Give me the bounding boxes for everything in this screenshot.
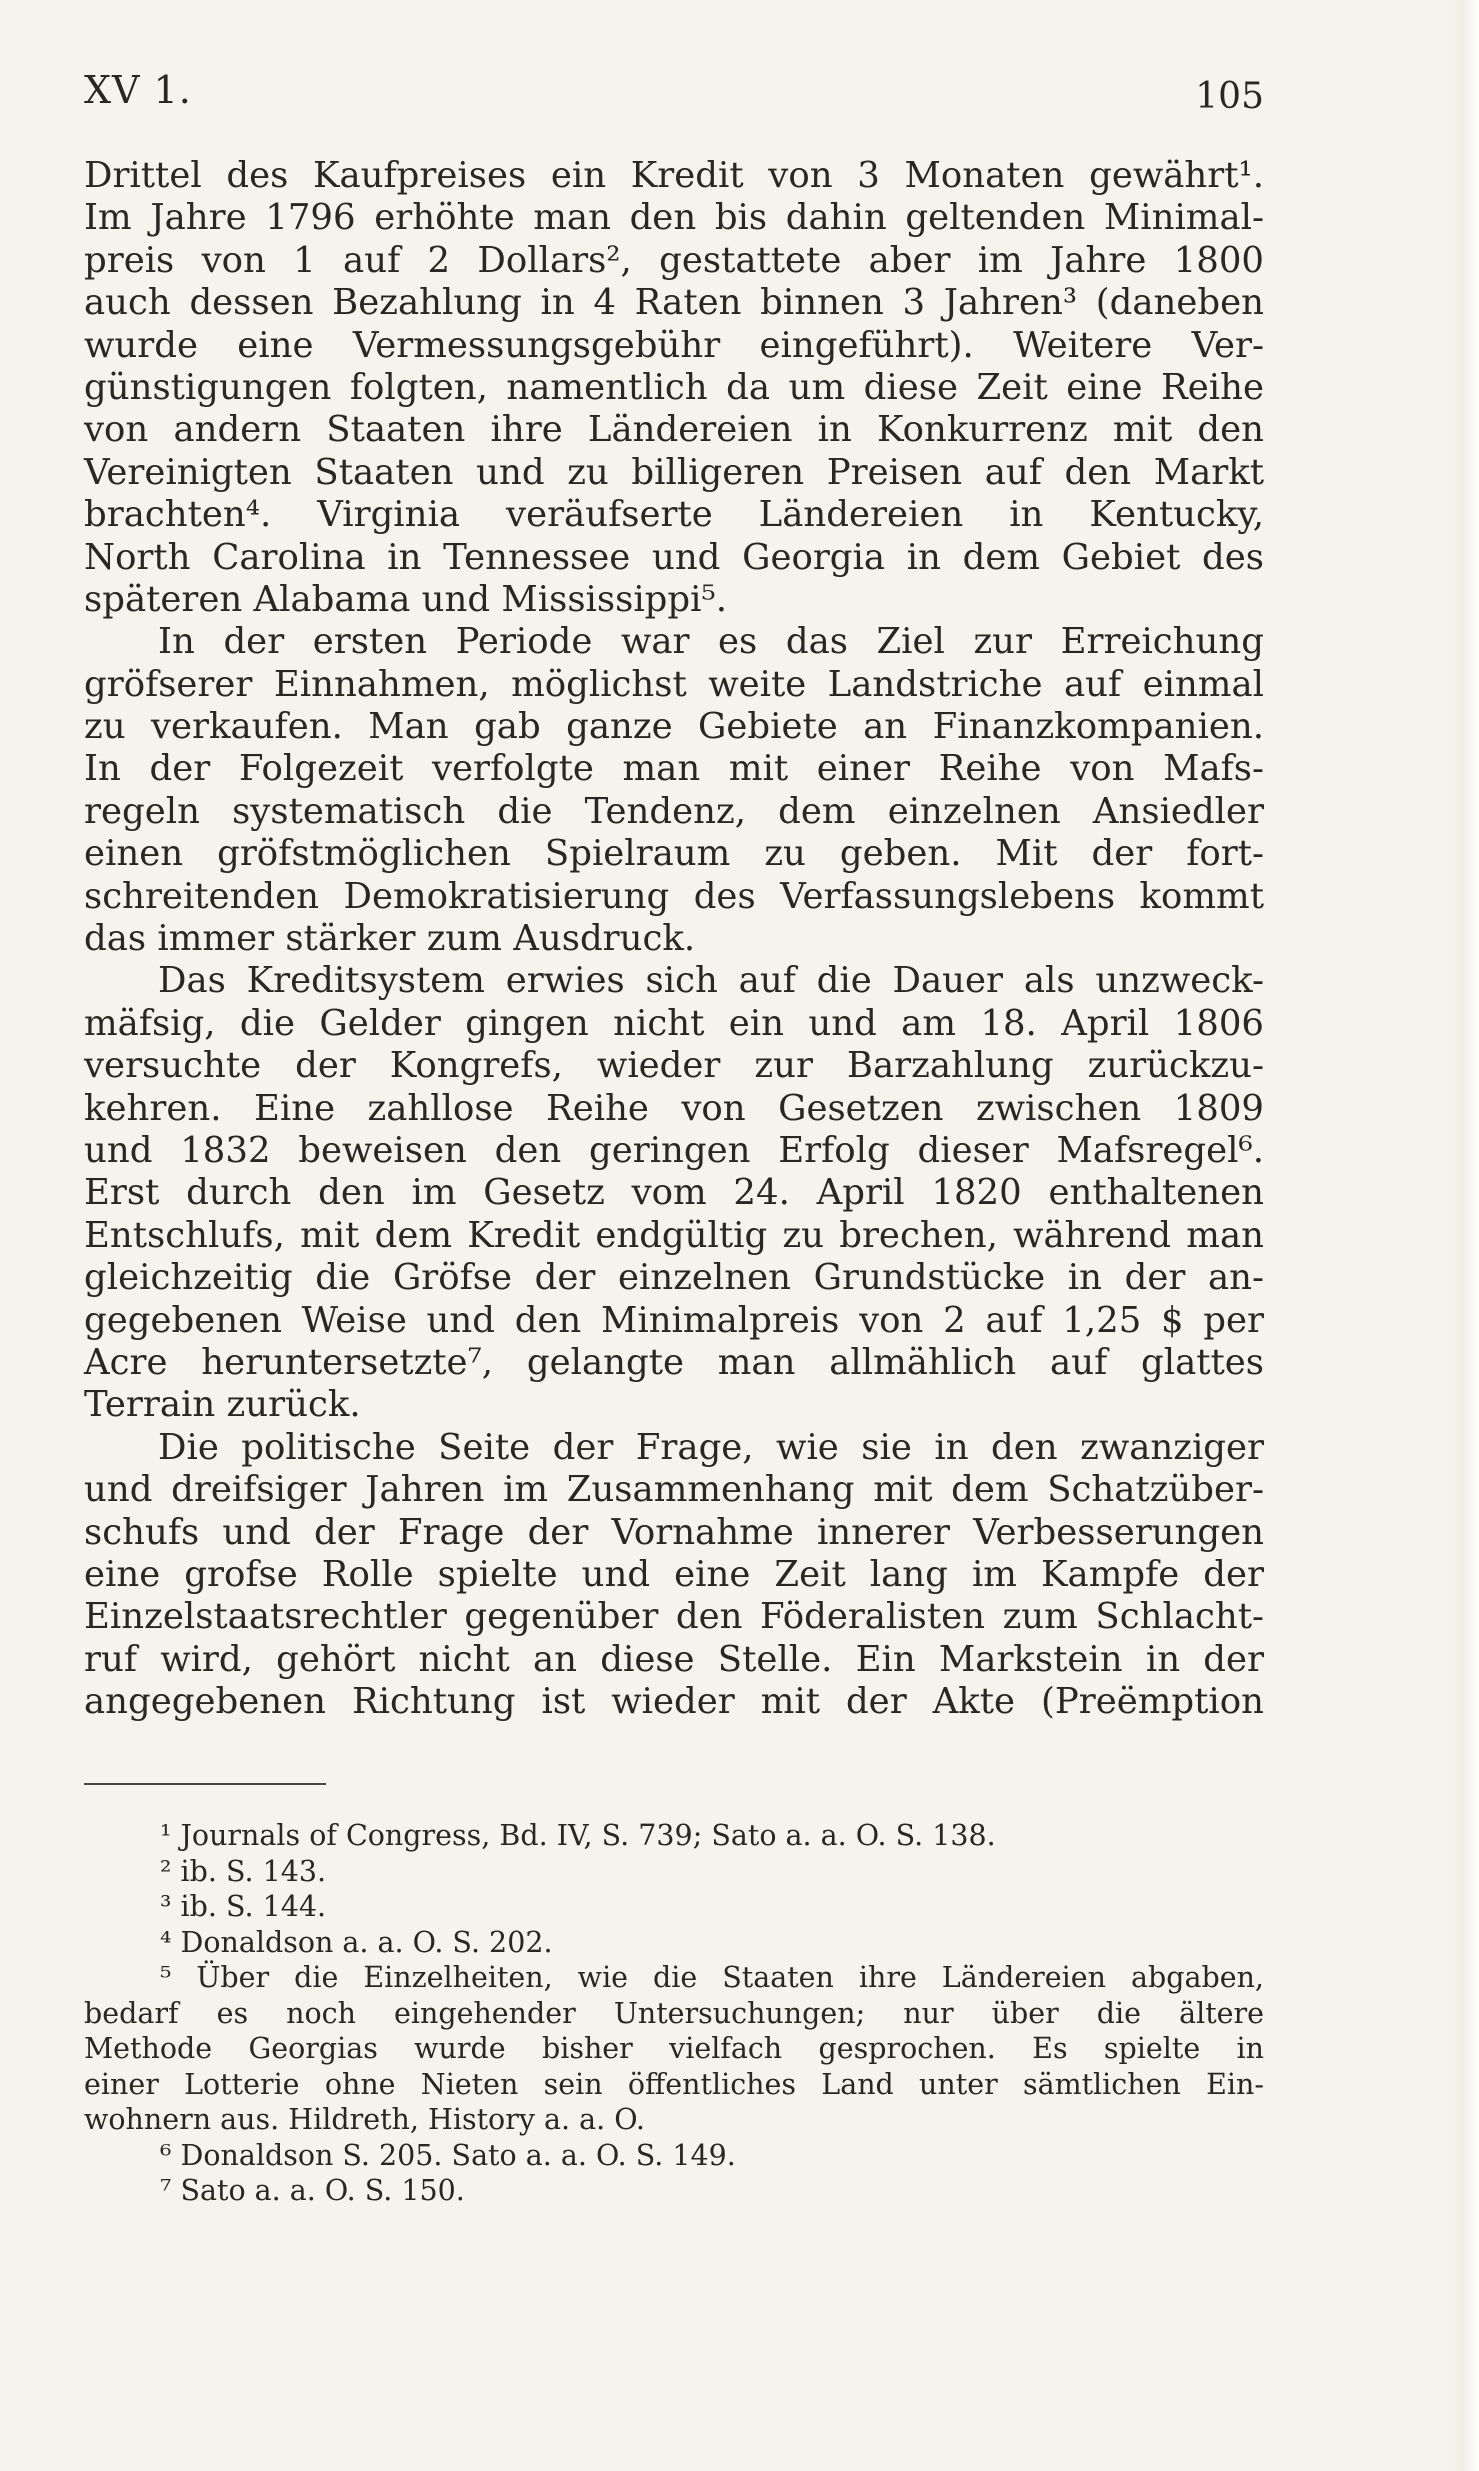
text-line: Acre heruntersetzte⁷, gelangte man allmählich auf glattes: [84, 1341, 1264, 1383]
page-header: [84, 68, 1264, 128]
text-line: angegebenen Richtung ist wieder mit der Akte (Preëmption: [84, 1681, 1264, 1723]
text-line: zu verkaufen. Man gab ganze Gebiete an Finanzkompanien.: [84, 706, 1264, 748]
text-line: versuchte der Kongrefs, wieder zur Barzahlung zurückzu-: [84, 1045, 1264, 1087]
text-line: einen gröfstmöglichen Spielraum zu geben. Mit der fort-: [84, 833, 1264, 875]
text-line: ruf wird, gehört nicht an diese Stelle. Ein Markstein in der: [84, 1638, 1264, 1680]
text-line: das immer stärker zum Ausdruck.: [84, 918, 696, 960]
text-line: brachten⁴. Virginia veräufserte Ländereien in Kentucky,: [84, 494, 1264, 536]
text-line: kehren. Eine zahllose Reihe von Gesetzen zwischen 1809: [84, 1087, 1264, 1129]
text-line: In der Folgezeit verfolgte man mit einer Reihe von Mafs-: [84, 748, 1264, 790]
page-number: 105: [1195, 76, 1264, 117]
text-line: mäfsig, die Gelder gingen nicht ein und am 18. April 1806: [84, 1002, 1264, 1044]
footnote-line: ² ib. S. 143.: [160, 1854, 327, 1888]
text-line: In der ersten Periode war es das Ziel zur Erreichung: [158, 621, 1264, 663]
footnote-line: ⁶ Donaldson S. 205. Sato a. a. O. S. 149.: [160, 2138, 736, 2172]
footnote-line: wohnern aus. Hildreth, History a. a. O.: [84, 2103, 645, 2136]
footnote-line: Methode Georgias wurde bisher vielfach gesprochen. Es spielte in: [84, 2032, 1264, 2065]
text-line: preis von 1 auf 2 Dollars², gestattete aber im Jahre 1800: [84, 239, 1264, 281]
footnote-divider: [84, 1783, 326, 1785]
text-line: Drittel des Kaufpreises ein Kredit von 3 Monaten gewährt¹.: [84, 155, 1264, 196]
text-line: Entschlufs, mit dem Kredit endgültig zu brechen, während man: [84, 1214, 1264, 1256]
text-line: und dreifsiger Jahren im Zusammenhang mit dem Schatzüber-: [84, 1469, 1264, 1511]
text-line: gröfserer Einnahmen, möglichst weite Landstriche auf einmal: [84, 663, 1264, 705]
text-line: späteren Alabama und Mississippi⁵.: [84, 578, 728, 620]
text-line: North Carolina in Tennessee und Georgia in dem Gebiet des: [84, 536, 1264, 578]
footnote-line: einer Lotterie ohne Nieten sein öffentliches Land unter sämtlichen Ein-: [84, 2067, 1264, 2101]
text-line: gegebenen Weise und den Minimalpreis von 2 auf 1,25 $ per: [84, 1299, 1264, 1341]
text-line: Vereinigten Staaten und zu billigeren Preisen auf den Markt: [84, 451, 1264, 493]
text-line: Erst durch den im Gesetz vom 24. April 1820 enthaltenen: [84, 1172, 1264, 1214]
text-line: Das Kreditsystem erwies sich auf die Dauer als unzweck-: [158, 960, 1264, 1002]
text-line: gleichzeitig die Gröfse der einzelnen Grundstücke in der an-: [84, 1257, 1264, 1299]
footnote-line: ⁷ Sato a. a. O. S. 150.: [160, 2174, 465, 2207]
footnote-line: ¹ Journals of Congress, Bd. IV, S. 739; Sato a. a. O. S. 138.: [160, 1819, 996, 1852]
main-text: [84, 155, 1264, 1723]
footnotes: [84, 1818, 1264, 2209]
footnote-line: ³ ib. S. 144.: [160, 1890, 327, 1923]
text-line: günstigungen folgten, namentlich da um diese Zeit eine Reihe: [84, 366, 1264, 408]
text-line: wurde eine Vermessungsgebühr eingeführt). Weitere Ver-: [84, 324, 1264, 366]
text-line: von andern Staaten ihre Ländereien in Konkurrenz mit den: [84, 409, 1264, 451]
text-line: schreitenden Demokratisierung des Verfassungslebens kommt: [84, 875, 1264, 917]
text-line: schufs und der Frage der Vornahme innerer Verbesserungen: [84, 1511, 1264, 1553]
footnote-line: bedarf es noch eingehender Untersuchungen; nur über die ältere: [84, 1996, 1264, 2030]
running-head: XV 1.: [84, 68, 192, 112]
text-line: und 1832 beweisen den geringen Erfolg dieser Mafsregel⁶.: [84, 1129, 1264, 1171]
footnote-line: ⁵ Über die Einzelheiten, wie die Staaten ihre Ländereien abgaben,: [160, 1961, 1264, 1994]
text-line: Terrain zurück.: [84, 1384, 361, 1426]
text-line: Die politische Seite der Frage, wie sie in den zwanziger: [158, 1426, 1264, 1468]
footnote-line: ⁴ Donaldson a. a. O. S. 202.: [160, 1925, 553, 1959]
text-line: eine grofse Rolle spielte und eine Zeit lang im Kampfe der: [84, 1553, 1264, 1595]
text-line: Einzelstaatsrechtler gegenüber den Föderalisten zum Schlacht-: [84, 1596, 1264, 1638]
text-line: Im Jahre 1796 erhöhte man den bis dahin geltenden Minimal-: [84, 197, 1264, 239]
text-line: auch dessen Bezahlung in 4 Raten binnen 3 Jahren³ (daneben: [84, 282, 1264, 324]
page-edge-shadow: [1445, 0, 1479, 2471]
text-line: regeln systematisch die Tendenz, dem einzelnen Ansiedler: [84, 790, 1264, 832]
